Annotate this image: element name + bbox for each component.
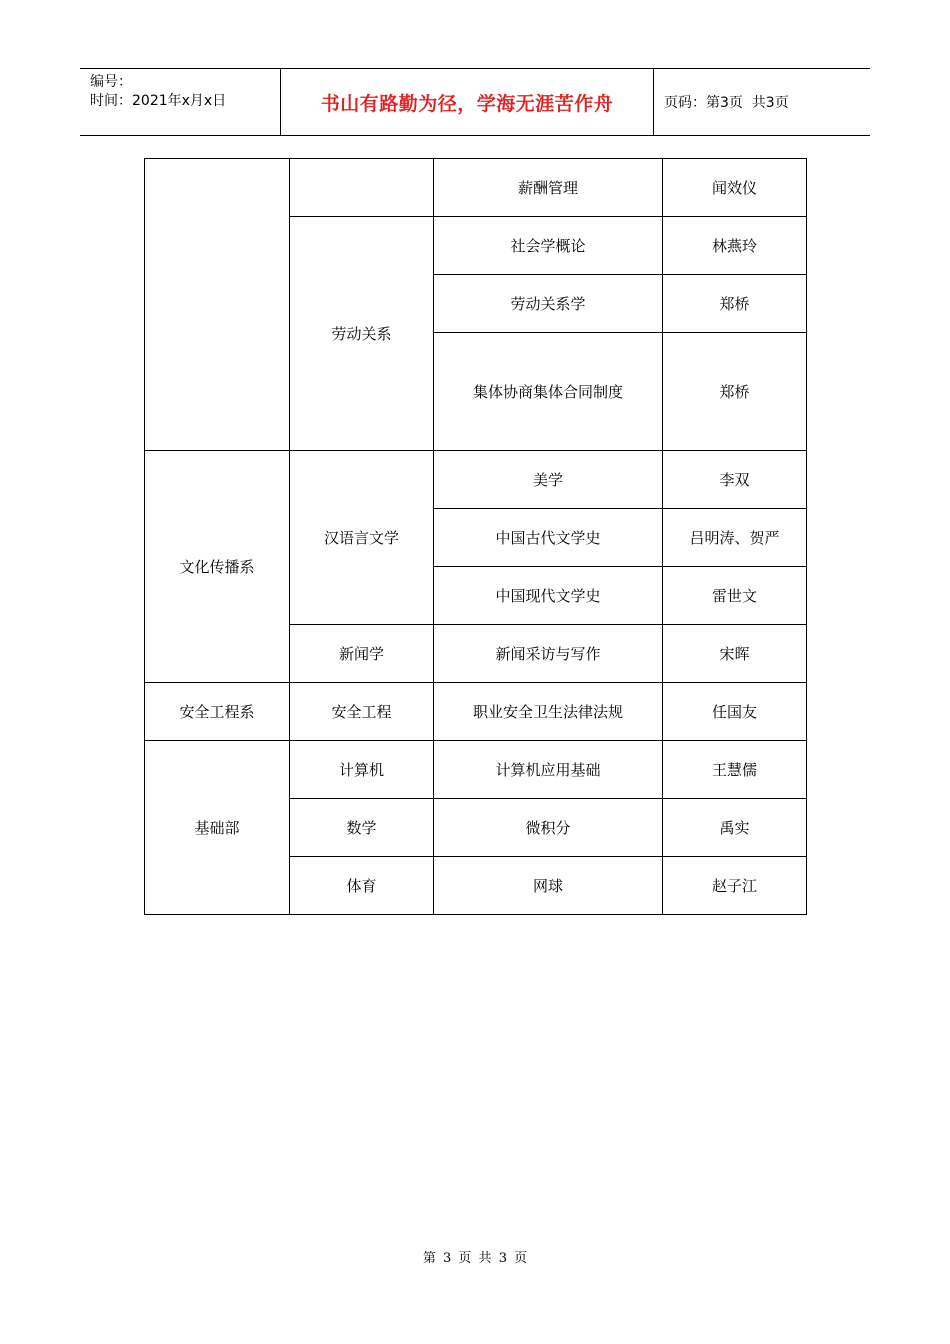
teacher-cell: 林燕玲 [663,217,807,275]
teacher-cell: 吕明涛、贺严 [663,509,807,567]
teacher-cell: 雷世文 [663,567,807,625]
major-cell: 数学 [290,799,434,857]
header-page-info-text: 页码：第3页 共3页 [664,95,789,111]
course-cell: 微积分 [434,799,663,857]
teacher-cell: 任国友 [663,683,807,741]
course-cell: 计算机应用基础 [434,741,663,799]
table-row [145,683,807,741]
teacher-cell: 郑桥 [663,333,807,451]
teacher-cell: 闻效仪 [663,159,807,217]
course-cell: 中国现代文学史 [434,567,663,625]
teacher-cell: 宋晖 [663,625,807,683]
course-cell: 薪酬管理 [434,159,663,217]
major-cell: 安全工程 [290,683,434,741]
teacher-cell: 王慧儒 [663,741,807,799]
course-cell: 网球 [434,857,663,915]
major-cell: 劳动关系 [290,217,434,451]
header-page-info [654,69,870,135]
course-cell: 集体协商集体合同制度 [434,333,663,451]
course-cell: 社会学概论 [434,217,663,275]
table-row [145,451,807,509]
major-cell: 汉语言文学 [290,451,434,625]
document-number-label: 编号： [90,74,132,90]
document-time-label: 时间：2021年x月x日 [90,93,227,109]
dept-cell: 文化传播系 [145,451,290,683]
major-cell [290,159,434,217]
header-motto: 书山有路勤为径，学海无涯苦作舟 [281,69,654,135]
teacher-cell: 李双 [663,451,807,509]
page-header [80,68,870,136]
course-cell: 职业安全卫生法律法规 [434,683,663,741]
major-cell: 新闻学 [290,625,434,683]
teacher-cell: 郑桥 [663,275,807,333]
page-footer: 第 3 页 共 3 页 [422,1251,528,1266]
teacher-cell: 禹实 [663,799,807,857]
dept-cell: 基础部 [145,741,290,915]
major-cell: 体育 [290,857,434,915]
table-row [145,159,807,217]
major-cell: 计算机 [290,741,434,799]
course-cell: 中国古代文学史 [434,509,663,567]
course-table [144,158,807,915]
course-cell: 美学 [434,451,663,509]
course-cell: 新闻采访与写作 [434,625,663,683]
course-cell: 劳动关系学 [434,275,663,333]
teacher-cell: 赵子江 [663,857,807,915]
dept-cell: 安全工程系 [145,683,290,741]
table-row [145,741,807,799]
header-meta [80,69,281,135]
dept-cell [145,159,290,451]
